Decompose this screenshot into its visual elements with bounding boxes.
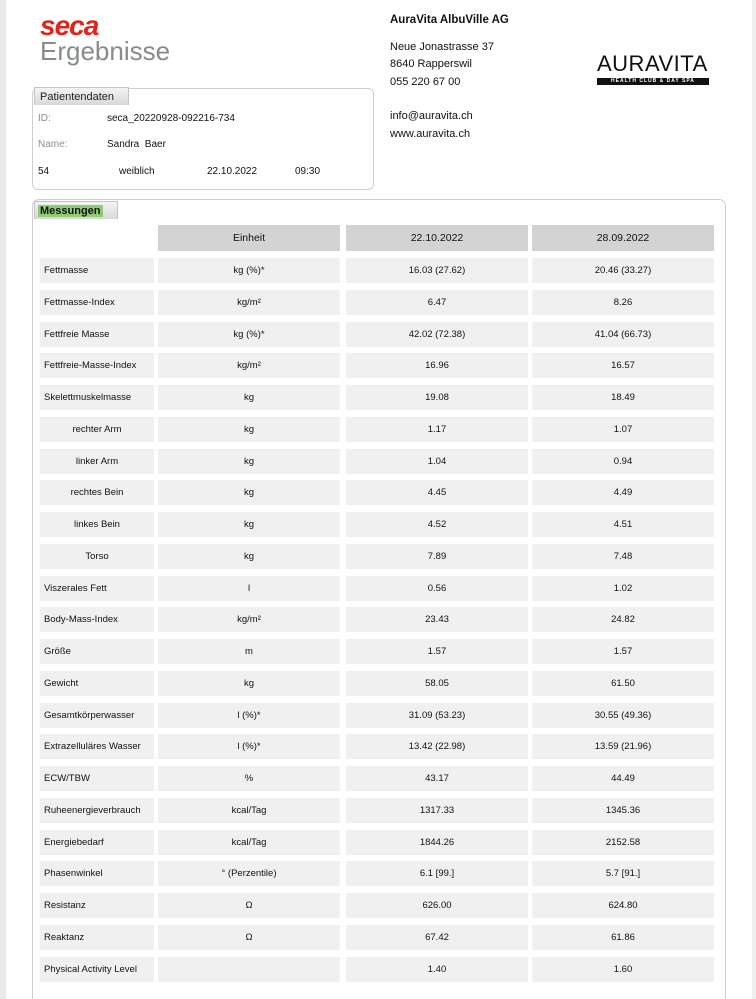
company-city: 8640 Rapperswil <box>390 58 472 70</box>
patient-id-label: ID: <box>38 113 51 124</box>
row-unit: Ω <box>158 925 340 950</box>
company-address <box>390 12 509 143</box>
company-phone: 055 220 67 00 <box>390 75 461 88</box>
row-value-1: 0.56 <box>346 576 528 601</box>
row-unit <box>158 957 340 982</box>
auravita-logo-text: AURAVITA <box>597 51 708 76</box>
header-unit: Einheit <box>158 225 340 251</box>
row-value-2: 61.86 <box>532 925 714 950</box>
row-value-2: 18.49 <box>532 385 714 410</box>
row-name: Gesamtkörperwasser <box>40 703 154 728</box>
row-value-1: 19.08 <box>346 385 528 410</box>
page-title: Ergebnisse <box>40 36 171 66</box>
patient-sex: weiblich <box>119 166 155 177</box>
row-value-1: 42.02 (72.38) <box>346 322 528 347</box>
table-row <box>0 639 756 664</box>
row-unit: kg (%)* <box>158 322 340 347</box>
table-row <box>0 957 756 982</box>
patient-date: 22.10.2022 <box>207 166 258 177</box>
row-value-1: 43.17 <box>346 766 528 791</box>
row-unit: kg <box>158 449 340 474</box>
company-web[interactable]: www.auravita.ch <box>390 127 471 140</box>
row-unit: kg <box>158 480 340 505</box>
row-value-2: 7.48 <box>532 544 714 569</box>
auravita-logo <box>597 52 709 85</box>
row-name: Body-Mass-Index <box>40 607 154 632</box>
measurements-tab-label: Messungen <box>40 205 101 217</box>
patient-age: 54 <box>38 166 50 177</box>
table-row <box>0 417 756 442</box>
row-unit: kg/m² <box>158 290 340 315</box>
table-row <box>0 861 756 886</box>
row-value-1: 67.42 <box>346 925 528 950</box>
table-row <box>0 353 756 378</box>
row-name: Fettmasse-Index <box>40 290 154 315</box>
row-value-2: 16.57 <box>532 353 714 378</box>
row-unit: l (%)* <box>158 734 340 759</box>
row-value-2: 1.60 <box>532 957 714 982</box>
table-row <box>0 322 756 347</box>
row-name: Ruheenergieverbrauch <box>40 798 154 823</box>
table-row <box>0 925 756 950</box>
row-value-1: 1.17 <box>346 417 528 442</box>
company-name: AuraVita AlbuVille AG <box>390 14 509 26</box>
row-value-1: 1.04 <box>346 449 528 474</box>
row-unit: kg <box>158 512 340 537</box>
row-name: ECW/TBW <box>40 766 154 791</box>
row-value-2: 44.49 <box>532 766 714 791</box>
row-name: Fettfreie Masse <box>40 322 154 347</box>
row-value-2: 30.55 (49.36) <box>532 703 714 728</box>
row-value-2: 4.51 <box>532 512 714 537</box>
row-value-1: 626.00 <box>346 893 528 918</box>
patient-data-tab: Patientendaten <box>34 87 129 105</box>
table-row <box>0 576 756 601</box>
row-name: Gewicht <box>40 671 154 696</box>
row-value-1: 1317.33 <box>346 798 528 823</box>
row-value-1: 7.89 <box>346 544 528 569</box>
row-value-2: 13.59 (21.96) <box>532 734 714 759</box>
row-name: Skelettmuskelmasse <box>40 385 154 410</box>
table-row <box>0 480 756 505</box>
patient-time: 09:30 <box>295 166 321 177</box>
table-row <box>0 798 756 823</box>
row-unit: kcal/Tag <box>158 798 340 823</box>
row-value-1: 58.05 <box>346 671 528 696</box>
row-unit: l (%)* <box>158 703 340 728</box>
row-name: Reaktanz <box>40 925 154 950</box>
row-value-2: 8.26 <box>532 290 714 315</box>
row-name: Extrazelluläres Wasser <box>40 734 154 759</box>
row-value-1: 6.47 <box>346 290 528 315</box>
row-unit: kg/m² <box>158 607 340 632</box>
row-name: linker Arm <box>40 449 154 474</box>
row-name: Phasenwinkel <box>40 861 154 886</box>
row-value-1: 1.40 <box>346 957 528 982</box>
table-row <box>0 766 756 791</box>
row-unit: % <box>158 766 340 791</box>
row-unit: kg <box>158 417 340 442</box>
row-value-1: 6.1 [99.] <box>346 861 528 886</box>
row-name: Physical Activity Level <box>40 957 154 982</box>
row-value-1: 4.45 <box>346 480 528 505</box>
row-value-2: 20.46 (33.27) <box>532 258 714 283</box>
row-value-1: 1844.26 <box>346 830 528 855</box>
table-row <box>0 512 756 537</box>
table-row <box>0 703 756 728</box>
row-name: Fettmasse <box>40 258 154 283</box>
seca-logo: seca <box>40 10 99 41</box>
row-value-1: 13.42 (22.98) <box>346 734 528 759</box>
row-name: Fettfreie-Masse-Index <box>40 353 154 378</box>
patient-name-value: Sandra Baer <box>107 139 166 150</box>
table-row <box>0 671 756 696</box>
patient-name-label: Name: <box>38 139 68 150</box>
row-name: Energiebedarf <box>40 830 154 855</box>
table-row <box>0 449 756 474</box>
company-street: Neue Jonastrasse 37 <box>390 40 494 53</box>
row-name: rechtes Bein <box>40 480 154 505</box>
row-value-2: 5.7 [91.] <box>532 861 714 886</box>
row-value-2: 24.82 <box>532 607 714 632</box>
row-value-1: 4.52 <box>346 512 528 537</box>
table-row <box>0 830 756 855</box>
row-value-2: 4.49 <box>532 480 714 505</box>
row-unit: kg/m² <box>158 353 340 378</box>
row-unit: m <box>158 639 340 664</box>
row-name: linkes Bein <box>40 512 154 537</box>
table-row <box>0 258 756 283</box>
row-value-1: 23.43 <box>346 607 528 632</box>
row-value-2: 41.04 (66.73) <box>532 322 714 347</box>
table-row <box>0 385 756 410</box>
row-value-2: 1.57 <box>532 639 714 664</box>
row-name: Viszerales Fett <box>40 576 154 601</box>
company-email[interactable]: info@auravita.ch <box>390 110 473 122</box>
row-unit: kg <box>158 671 340 696</box>
row-unit: kg (%)* <box>158 258 340 283</box>
table-row <box>0 893 756 918</box>
row-value-2: 0.94 <box>532 449 714 474</box>
row-value-2: 2152.58 <box>532 830 714 855</box>
row-name: Torso <box>40 544 154 569</box>
measurements-tab <box>34 201 118 219</box>
row-name: rechter Arm <box>40 417 154 442</box>
row-value-2: 1345.36 <box>532 798 714 823</box>
row-unit: Ω <box>158 893 340 918</box>
row-value-2: 624.80 <box>532 893 714 918</box>
row-name: Resistanz <box>40 893 154 918</box>
table-row <box>0 544 756 569</box>
row-value-1: 16.96 <box>346 353 528 378</box>
table-row <box>0 734 756 759</box>
header-date-2: 28.09.2022 <box>532 225 714 251</box>
row-unit: kg <box>158 385 340 410</box>
row-value-1: 1.57 <box>346 639 528 664</box>
patient-id-value: seca_20220928-092216-734 <box>107 113 235 124</box>
row-unit: kg <box>158 544 340 569</box>
row-name: Größe <box>40 639 154 664</box>
table-row <box>0 607 756 632</box>
row-unit: l <box>158 576 340 601</box>
row-unit: kcal/Tag <box>158 830 340 855</box>
row-value-2: 61.50 <box>532 671 714 696</box>
row-value-2: 1.07 <box>532 417 714 442</box>
header-date-1: 22.10.2022 <box>346 225 528 251</box>
row-value-2: 1.02 <box>532 576 714 601</box>
row-value-1: 16.03 (27.62) <box>346 258 528 283</box>
row-unit: ° (Perzentile) <box>158 861 340 886</box>
table-row <box>0 290 756 315</box>
row-value-1: 31.09 (53.23) <box>346 703 528 728</box>
auravita-logo-tagline: HEALTH CLUB & DAY SPA <box>597 78 709 85</box>
